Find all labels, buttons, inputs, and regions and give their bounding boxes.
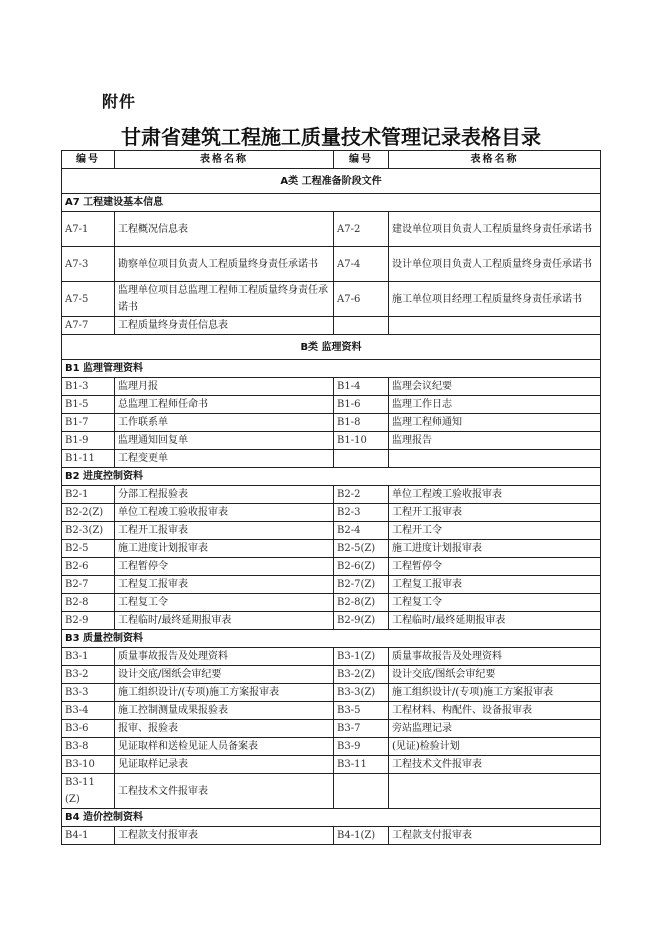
form-code: B2-6 bbox=[62, 558, 115, 576]
form-code: B1-6 bbox=[334, 396, 389, 414]
form-code: B3-3 bbox=[62, 684, 115, 702]
form-name: 总监理工程师任命书 bbox=[115, 396, 334, 414]
form-name: 施工控制测量成果报验表 bbox=[115, 702, 334, 720]
subsection-heading: B4 造价控制资料 bbox=[62, 809, 601, 827]
table-row bbox=[62, 247, 601, 282]
table-row bbox=[62, 702, 601, 720]
form-name: (见证)检验计划 bbox=[389, 738, 601, 756]
form-name: 分部工程报验表 bbox=[115, 486, 334, 504]
subsection-heading-row bbox=[62, 360, 601, 378]
form-name: 设计单位项目负责人工程质量终身责任承诺书 bbox=[389, 247, 601, 282]
form-code: B1-5 bbox=[62, 396, 115, 414]
table-body bbox=[62, 169, 601, 845]
header-name-1: 表格名称 bbox=[115, 151, 334, 169]
form-name: 工程复工令 bbox=[115, 594, 334, 612]
form-code: B3-5 bbox=[334, 702, 389, 720]
form-code: B3-6 bbox=[62, 720, 115, 738]
subsection-heading-row bbox=[62, 630, 601, 648]
form-code: A7-1 bbox=[62, 212, 115, 247]
form-code: B3-10 bbox=[62, 756, 115, 774]
form-name: 工程款支付报审表 bbox=[115, 827, 334, 845]
table-row bbox=[62, 540, 601, 558]
form-name: 施工组织设计/(专项)施工方案报审表 bbox=[115, 684, 334, 702]
header-code-1: 编号 bbox=[62, 151, 115, 169]
form-code: B3-4 bbox=[62, 702, 115, 720]
form-name: 施工单位项目经理工程质量终身责任承诺书 bbox=[389, 282, 601, 317]
form-code: B2-3 bbox=[334, 504, 389, 522]
form-name: 工程材料、构配件、设备报审表 bbox=[389, 702, 601, 720]
form-code: B1-4 bbox=[334, 378, 389, 396]
table-row bbox=[62, 576, 601, 594]
table-row bbox=[62, 827, 601, 845]
table-row bbox=[62, 666, 601, 684]
form-code: B2-6(Z) bbox=[334, 558, 389, 576]
form-name: 监理通知回复单 bbox=[115, 432, 334, 450]
form-code: A7-3 bbox=[62, 247, 115, 282]
attachment-label: 附件 bbox=[102, 92, 137, 111]
form-name: 施工进度计划报审表 bbox=[115, 540, 334, 558]
form-code: B2-5(Z) bbox=[334, 540, 389, 558]
form-code: B2-8(Z) bbox=[334, 594, 389, 612]
form-code: B2-7(Z) bbox=[334, 576, 389, 594]
form-code: B2-2(Z) bbox=[62, 504, 115, 522]
table-row bbox=[62, 317, 601, 335]
form-name: 见证取样和送检见证人员备案表 bbox=[115, 738, 334, 756]
table-row bbox=[62, 450, 601, 468]
form-name: 质量事故报告及处理资料 bbox=[389, 648, 601, 666]
form-code: B1-10 bbox=[334, 432, 389, 450]
form-name: 工程技术文件报审表 bbox=[115, 774, 334, 809]
table-row bbox=[62, 378, 601, 396]
table-row bbox=[62, 212, 601, 247]
table-row bbox=[62, 396, 601, 414]
section-heading: B类 监理资料 bbox=[62, 335, 601, 360]
form-code bbox=[334, 450, 389, 468]
section-heading-row bbox=[62, 169, 601, 194]
form-code: A7-2 bbox=[334, 212, 389, 247]
form-name: 单位工程竣工验收报审表 bbox=[389, 486, 601, 504]
header-code-2: 编号 bbox=[334, 151, 389, 169]
table-row bbox=[62, 414, 601, 432]
table-row bbox=[62, 774, 601, 809]
form-name: 施工组织设计/(专项)施工方案报审表 bbox=[389, 684, 601, 702]
form-code: B2-4 bbox=[334, 522, 389, 540]
form-code: B3-11 bbox=[334, 756, 389, 774]
form-code bbox=[334, 317, 389, 335]
form-code: B2-9(Z) bbox=[334, 612, 389, 630]
form-code: B2-2 bbox=[334, 486, 389, 504]
form-code: B1-8 bbox=[334, 414, 389, 432]
subsection-heading: A7 工程建设基本信息 bbox=[62, 194, 601, 212]
table-row bbox=[62, 648, 601, 666]
subsection-heading: B1 监理管理资料 bbox=[62, 360, 601, 378]
table-row bbox=[62, 558, 601, 576]
form-name: 监理工作日志 bbox=[389, 396, 601, 414]
form-code: B3-7 bbox=[334, 720, 389, 738]
subsection-heading: B3 质量控制资料 bbox=[62, 630, 601, 648]
form-code: B3-8 bbox=[62, 738, 115, 756]
table-row bbox=[62, 756, 601, 774]
form-code: A7-7 bbox=[62, 317, 115, 335]
form-name: 工程临时/最终延期报审表 bbox=[115, 612, 334, 630]
form-name: 质量事故报告及处理资料 bbox=[115, 648, 334, 666]
form-name bbox=[389, 317, 601, 335]
form-name: 工作联系单 bbox=[115, 414, 334, 432]
form-code: B3-2 bbox=[62, 666, 115, 684]
form-code: B2-9 bbox=[62, 612, 115, 630]
form-name: 旁站监理记录 bbox=[389, 720, 601, 738]
form-code: A7-4 bbox=[334, 247, 389, 282]
table-row bbox=[62, 522, 601, 540]
form-name: 工程技术文件报审表 bbox=[389, 756, 601, 774]
form-name: 工程暂停令 bbox=[389, 558, 601, 576]
form-code: B3-1(Z) bbox=[334, 648, 389, 666]
form-code: A7-5 bbox=[62, 282, 115, 317]
form-code: B1-7 bbox=[62, 414, 115, 432]
form-name bbox=[389, 450, 601, 468]
form-code: B2-7 bbox=[62, 576, 115, 594]
table-row bbox=[62, 504, 601, 522]
form-name: 工程暂停令 bbox=[115, 558, 334, 576]
form-name: 工程款支付报审表 bbox=[389, 827, 601, 845]
form-name: 监理工程师通知 bbox=[389, 414, 601, 432]
table-row bbox=[62, 720, 601, 738]
form-name: 施工进度计划报审表 bbox=[389, 540, 601, 558]
form-code: B4-1 bbox=[62, 827, 115, 845]
form-code bbox=[334, 774, 389, 809]
form-name: 监理月报 bbox=[115, 378, 334, 396]
form-name: 工程复工报审表 bbox=[115, 576, 334, 594]
form-name bbox=[389, 774, 601, 809]
form-code: B2-3(Z) bbox=[62, 522, 115, 540]
form-code: B3-1 bbox=[62, 648, 115, 666]
form-name: 监理报告 bbox=[389, 432, 601, 450]
section-heading: A类 工程准备阶段文件 bbox=[62, 169, 601, 194]
form-name: 工程临时/最终延期报审表 bbox=[389, 612, 601, 630]
header-name-2: 表格名称 bbox=[389, 151, 601, 169]
subsection-heading: B2 进度控制资料 bbox=[62, 468, 601, 486]
page-title: 甘肃省建筑工程施工质量技术管理记录表格目录 bbox=[121, 125, 541, 149]
form-name: 工程复工令 bbox=[389, 594, 601, 612]
section-heading-row bbox=[62, 335, 601, 360]
form-code: B3-9 bbox=[334, 738, 389, 756]
form-name: 报审、报验表 bbox=[115, 720, 334, 738]
form-code: B2-8 bbox=[62, 594, 115, 612]
form-code: B3-2(Z) bbox=[334, 666, 389, 684]
table-row bbox=[62, 612, 601, 630]
table-row bbox=[62, 594, 601, 612]
form-name: 单位工程竣工验收报审表 bbox=[115, 504, 334, 522]
subsection-heading-row bbox=[62, 468, 601, 486]
form-name: 设计交底/图纸会审纪要 bbox=[115, 666, 334, 684]
subsection-heading-row bbox=[62, 809, 601, 827]
table-row bbox=[62, 684, 601, 702]
catalog-table bbox=[61, 150, 601, 845]
form-code: B3-11 (Z) bbox=[62, 774, 115, 809]
form-name: 工程变更单 bbox=[115, 450, 334, 468]
form-code: B1-9 bbox=[62, 432, 115, 450]
form-name: 建设单位项目负责人工程质量终身责任承诺书 bbox=[389, 212, 601, 247]
table-row bbox=[62, 738, 601, 756]
form-name: 勘察单位项目负责人工程质量终身责任承诺书 bbox=[115, 247, 334, 282]
form-code: B2-5 bbox=[62, 540, 115, 558]
form-name: 工程开工报审表 bbox=[115, 522, 334, 540]
form-name: 工程开工报审表 bbox=[389, 504, 601, 522]
form-code: B3-3(Z) bbox=[334, 684, 389, 702]
form-name: 工程复工报审表 bbox=[389, 576, 601, 594]
table-row bbox=[62, 486, 601, 504]
form-name: 监理单位项目总监理工程师工程质量终身责任承诺书 bbox=[115, 282, 334, 317]
form-code: B2-1 bbox=[62, 486, 115, 504]
subsection-heading-row bbox=[62, 194, 601, 212]
form-name: 设计交底/图纸会审纪要 bbox=[389, 666, 601, 684]
form-code: B1-3 bbox=[62, 378, 115, 396]
form-name: 工程质量终身责任信息表 bbox=[115, 317, 334, 335]
table-row bbox=[62, 282, 601, 317]
form-name: 见证取样记录表 bbox=[115, 756, 334, 774]
form-code: A7-6 bbox=[334, 282, 389, 317]
form-code: B4-1(Z) bbox=[334, 827, 389, 845]
table-header-row bbox=[62, 151, 601, 169]
form-name: 监理会议纪要 bbox=[389, 378, 601, 396]
form-code: B1-11 bbox=[62, 450, 115, 468]
form-name: 工程概况信息表 bbox=[115, 212, 334, 247]
table-row bbox=[62, 432, 601, 450]
form-name: 工程开工令 bbox=[389, 522, 601, 540]
